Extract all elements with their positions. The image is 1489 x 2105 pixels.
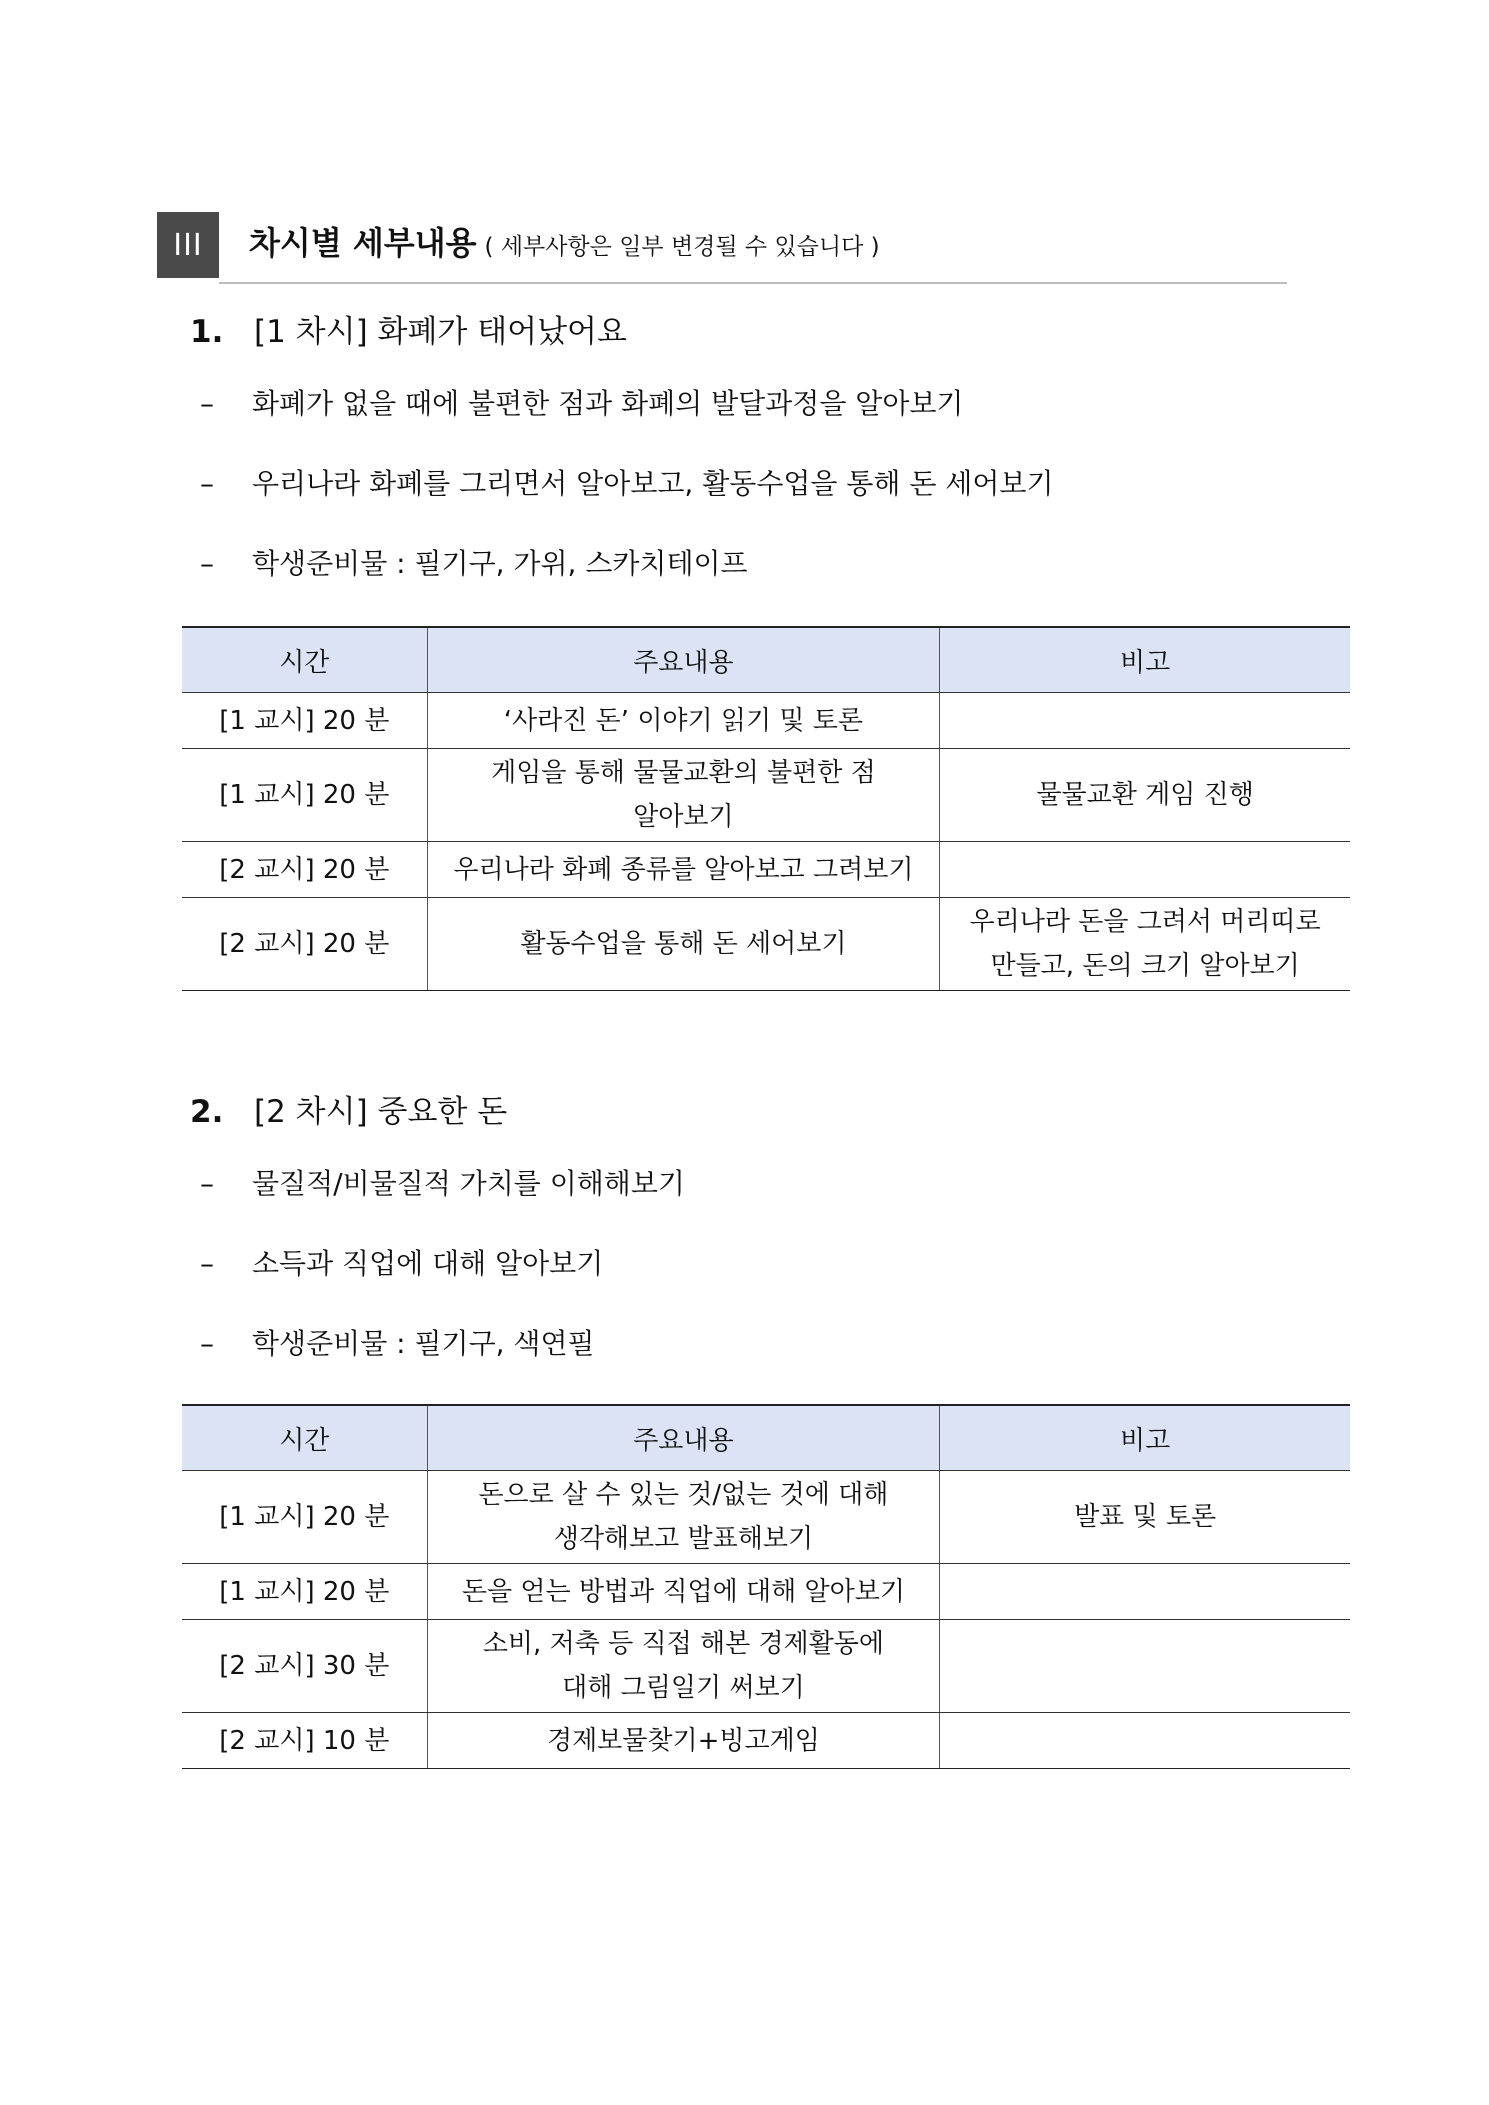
bullet-text: 화폐가 없을 때에 불편한 점과 화폐의 발달과정을 알아보기 [252,387,964,420]
section-1-heading: [1 차시] 화폐가 태어났어요 [254,314,627,350]
cell-time: [2 교시] 20 분 [182,898,427,991]
header-time: 시간 [182,1405,427,1471]
section-2-number: 2. [190,1094,224,1130]
section-header [157,212,1287,282]
table-row [182,842,1350,898]
title-text: 차시별 세부내용 [249,224,477,262]
header-note: 비고 [940,627,1350,693]
table-row [182,1564,1350,1620]
table-header-row [182,627,1350,693]
header-content: 주요내용 [427,1405,940,1471]
cell-time: [1 교시] 20 분 [182,693,427,749]
cell-content: 경제보물찾기+빙고게임 [427,1713,940,1769]
cell-note: 물물교환 게임 진행 [940,749,1350,842]
table-row [182,693,1350,749]
section-2-heading: [2 차시] 중요한 돈 [254,1094,508,1130]
cell-time: [2 교시] 10 분 [182,1713,427,1769]
cell-note [940,1713,1350,1769]
section-2-bullet-1: – 물질적/비물질적 가치를 이해해보기 [200,1167,685,1200]
bullet-text: 학생준비물 : 필기구, 가위, 스카치테이프 [252,547,748,580]
section-2-table [182,1404,1350,1769]
table-row [182,1471,1350,1564]
section-1-table [182,626,1350,991]
section-1-number: 1. [190,314,224,350]
table-row [182,1713,1350,1769]
header-note: 비고 [940,1405,1350,1471]
section-1-bullet-2: – 우리나라 화폐를 그리면서 알아보고, 활동수업을 통해 돈 세어보기 [200,467,1054,500]
cell-note [940,1564,1350,1620]
section-1-bullet-1: – 화폐가 없을 때에 불편한 점과 화폐의 발달과정을 알아보기 [200,387,964,420]
cell-content: ‘사라진 돈’ 이야기 읽기 및 토론 [427,693,940,749]
bullet-text: 물질적/비물질적 가치를 이해해보기 [252,1167,685,1200]
table-row [182,898,1350,991]
section-1-bullet-3: – 학생준비물 : 필기구, 가위, 스카치테이프 [200,547,748,580]
cell-content: 돈을 얻는 방법과 직업에 대해 알아보기 [427,1564,940,1620]
header-divider [219,282,1287,284]
bullet-text: 학생준비물 : 필기구, 색연필 [252,1327,595,1360]
cell-content: 우리나라 화폐 종류를 알아보고 그려보기 [427,842,940,898]
cell-time: [2 교시] 30 분 [182,1620,427,1713]
cell-note [940,842,1350,898]
section-1-title [190,306,627,351]
chapter-badge: III [157,212,219,278]
cell-time: [1 교시] 20 분 [182,1564,427,1620]
cell-note [940,1620,1350,1713]
table-header-row [182,1405,1350,1471]
page-title [249,218,880,264]
title-note: ( 세부사항은 일부 변경될 수 있습니다 ) [484,234,880,260]
bullet-text: 소득과 직업에 대해 알아보기 [252,1247,604,1280]
cell-time: [1 교시] 20 분 [182,1471,427,1564]
cell-content: 소비, 저축 등 직접 해본 경제활동에 대해 그림일기 써보기 [427,1620,940,1713]
cell-note: 우리나라 돈을 그려서 머리띠로 만들고, 돈의 크기 알아보기 [940,898,1350,991]
cell-note: 발표 및 토론 [940,1471,1350,1564]
section-2-bullet-2: – 소득과 직업에 대해 알아보기 [200,1247,604,1280]
header-time: 시간 [182,627,427,693]
cell-note [940,693,1350,749]
section-2-bullet-3: – 학생준비물 : 필기구, 색연필 [200,1327,595,1360]
bullet-text: 우리나라 화폐를 그리면서 알아보고, 활동수업을 통해 돈 세어보기 [252,467,1054,500]
section-2-title [190,1086,507,1131]
cell-content: 활동수업을 통해 돈 세어보기 [427,898,940,991]
header-content: 주요내용 [427,627,940,693]
cell-content: 돈으로 살 수 있는 것/없는 것에 대해 생각해보고 발표해보기 [427,1471,940,1564]
cell-time: [2 교시] 20 분 [182,842,427,898]
cell-content: 게임을 통해 물물교환의 불편한 점 알아보기 [427,749,940,842]
table-row [182,1620,1350,1713]
table-row [182,749,1350,842]
cell-time: [1 교시] 20 분 [182,749,427,842]
